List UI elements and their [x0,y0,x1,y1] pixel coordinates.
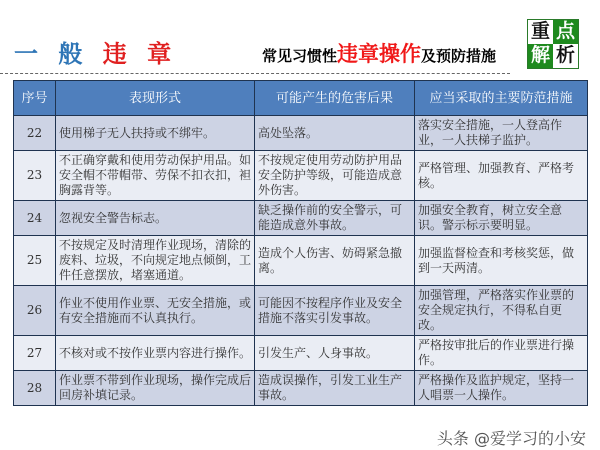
cell-no: 24 [14,201,56,236]
cell-harm: 可能因不按程序作业及安全措施不落实引发事故。 [255,286,415,336]
watermark: 头条 @爱学习的小安 [436,429,586,448]
cell-no: 22 [14,116,56,151]
header-form: 表现形式 [56,81,255,116]
cell-form: 使用梯子无人扶持或不绑牢。 [56,116,255,151]
cell-measure: 严格操作及监护规定，坚持一人唱票一人操作。 [415,371,588,406]
table-row [14,336,588,371]
cell-measure: 严格管理、加强教育、严格考核。 [415,151,588,201]
table-row [14,286,588,336]
cell-harm: 造成个人伤害、妨碍紧急撤离。 [255,236,415,286]
cell-measure: 加强管理，严格落实作业票的安全规定执行，不得私自更改。 [415,286,588,336]
table-row [14,201,588,236]
cell-measure: 加强安全教育，树立安全意识。警示标示要明显。 [415,201,588,236]
violations-table [13,80,588,406]
cell-no: 26 [14,286,56,336]
cell-harm: 高处坠落。 [255,116,415,151]
cell-harm: 缺乏操作前的安全警示，可能造成意外事故。 [255,201,415,236]
table-row [14,236,588,286]
cell-measure: 加强监督检查和考核奖惩，做到一天两清。 [415,236,588,286]
cell-harm: 不按规定使用劳动防护用品安全防护等级，可能造成意外伤害。 [255,151,415,201]
page-subtitle: 常见习惯性违章操作及预防措施 [262,42,497,66]
header-no: 序号 [14,81,56,116]
cell-form: 作业票不带到作业现场，操作完成后回房补填记录。 [56,371,255,406]
cell-form: 作业不使用作业票、无安全措施，或有安全措施而不认真执行。 [56,286,255,336]
cell-measure: 严格按审批后的作业票进行操作。 [415,336,588,371]
table-row [14,116,588,151]
cell-no: 25 [14,236,56,286]
cell-harm: 造成误操作，引发工业生产事故。 [255,371,415,406]
cell-no: 23 [14,151,56,201]
dashed-divider [0,73,510,74]
table-row [14,151,588,201]
section-title: 一 般 违 章 [14,40,178,68]
cell-form: 不正确穿戴和使用劳动保护用品。如安全帽不带帽带、劳保不扣衣扣，袒胸露背等。 [56,151,255,201]
cell-no: 27 [14,336,56,371]
header-measure: 应当采取的主要防范措施 [415,81,588,116]
key-analysis-badge: 重 点 解 析 [527,19,579,69]
cell-form: 忽视安全警告标志。 [56,201,255,236]
cell-no: 28 [14,371,56,406]
header-harm: 可能产生的危害后果 [255,81,415,116]
table-header [14,81,588,116]
cell-harm: 引发生产、人身事故。 [255,336,415,371]
cell-form: 不核对或不按作业票内容进行操作。 [56,336,255,371]
cell-measure: 落实安全措施，一人登高作业，一人扶梯子监护。 [415,116,588,151]
table-row [14,371,588,406]
cell-form: 不按规定及时清理作业现场，清除的废料、垃圾，不向规定地点倾倒，工件任意摆放，堵塞通道。 [56,236,255,286]
